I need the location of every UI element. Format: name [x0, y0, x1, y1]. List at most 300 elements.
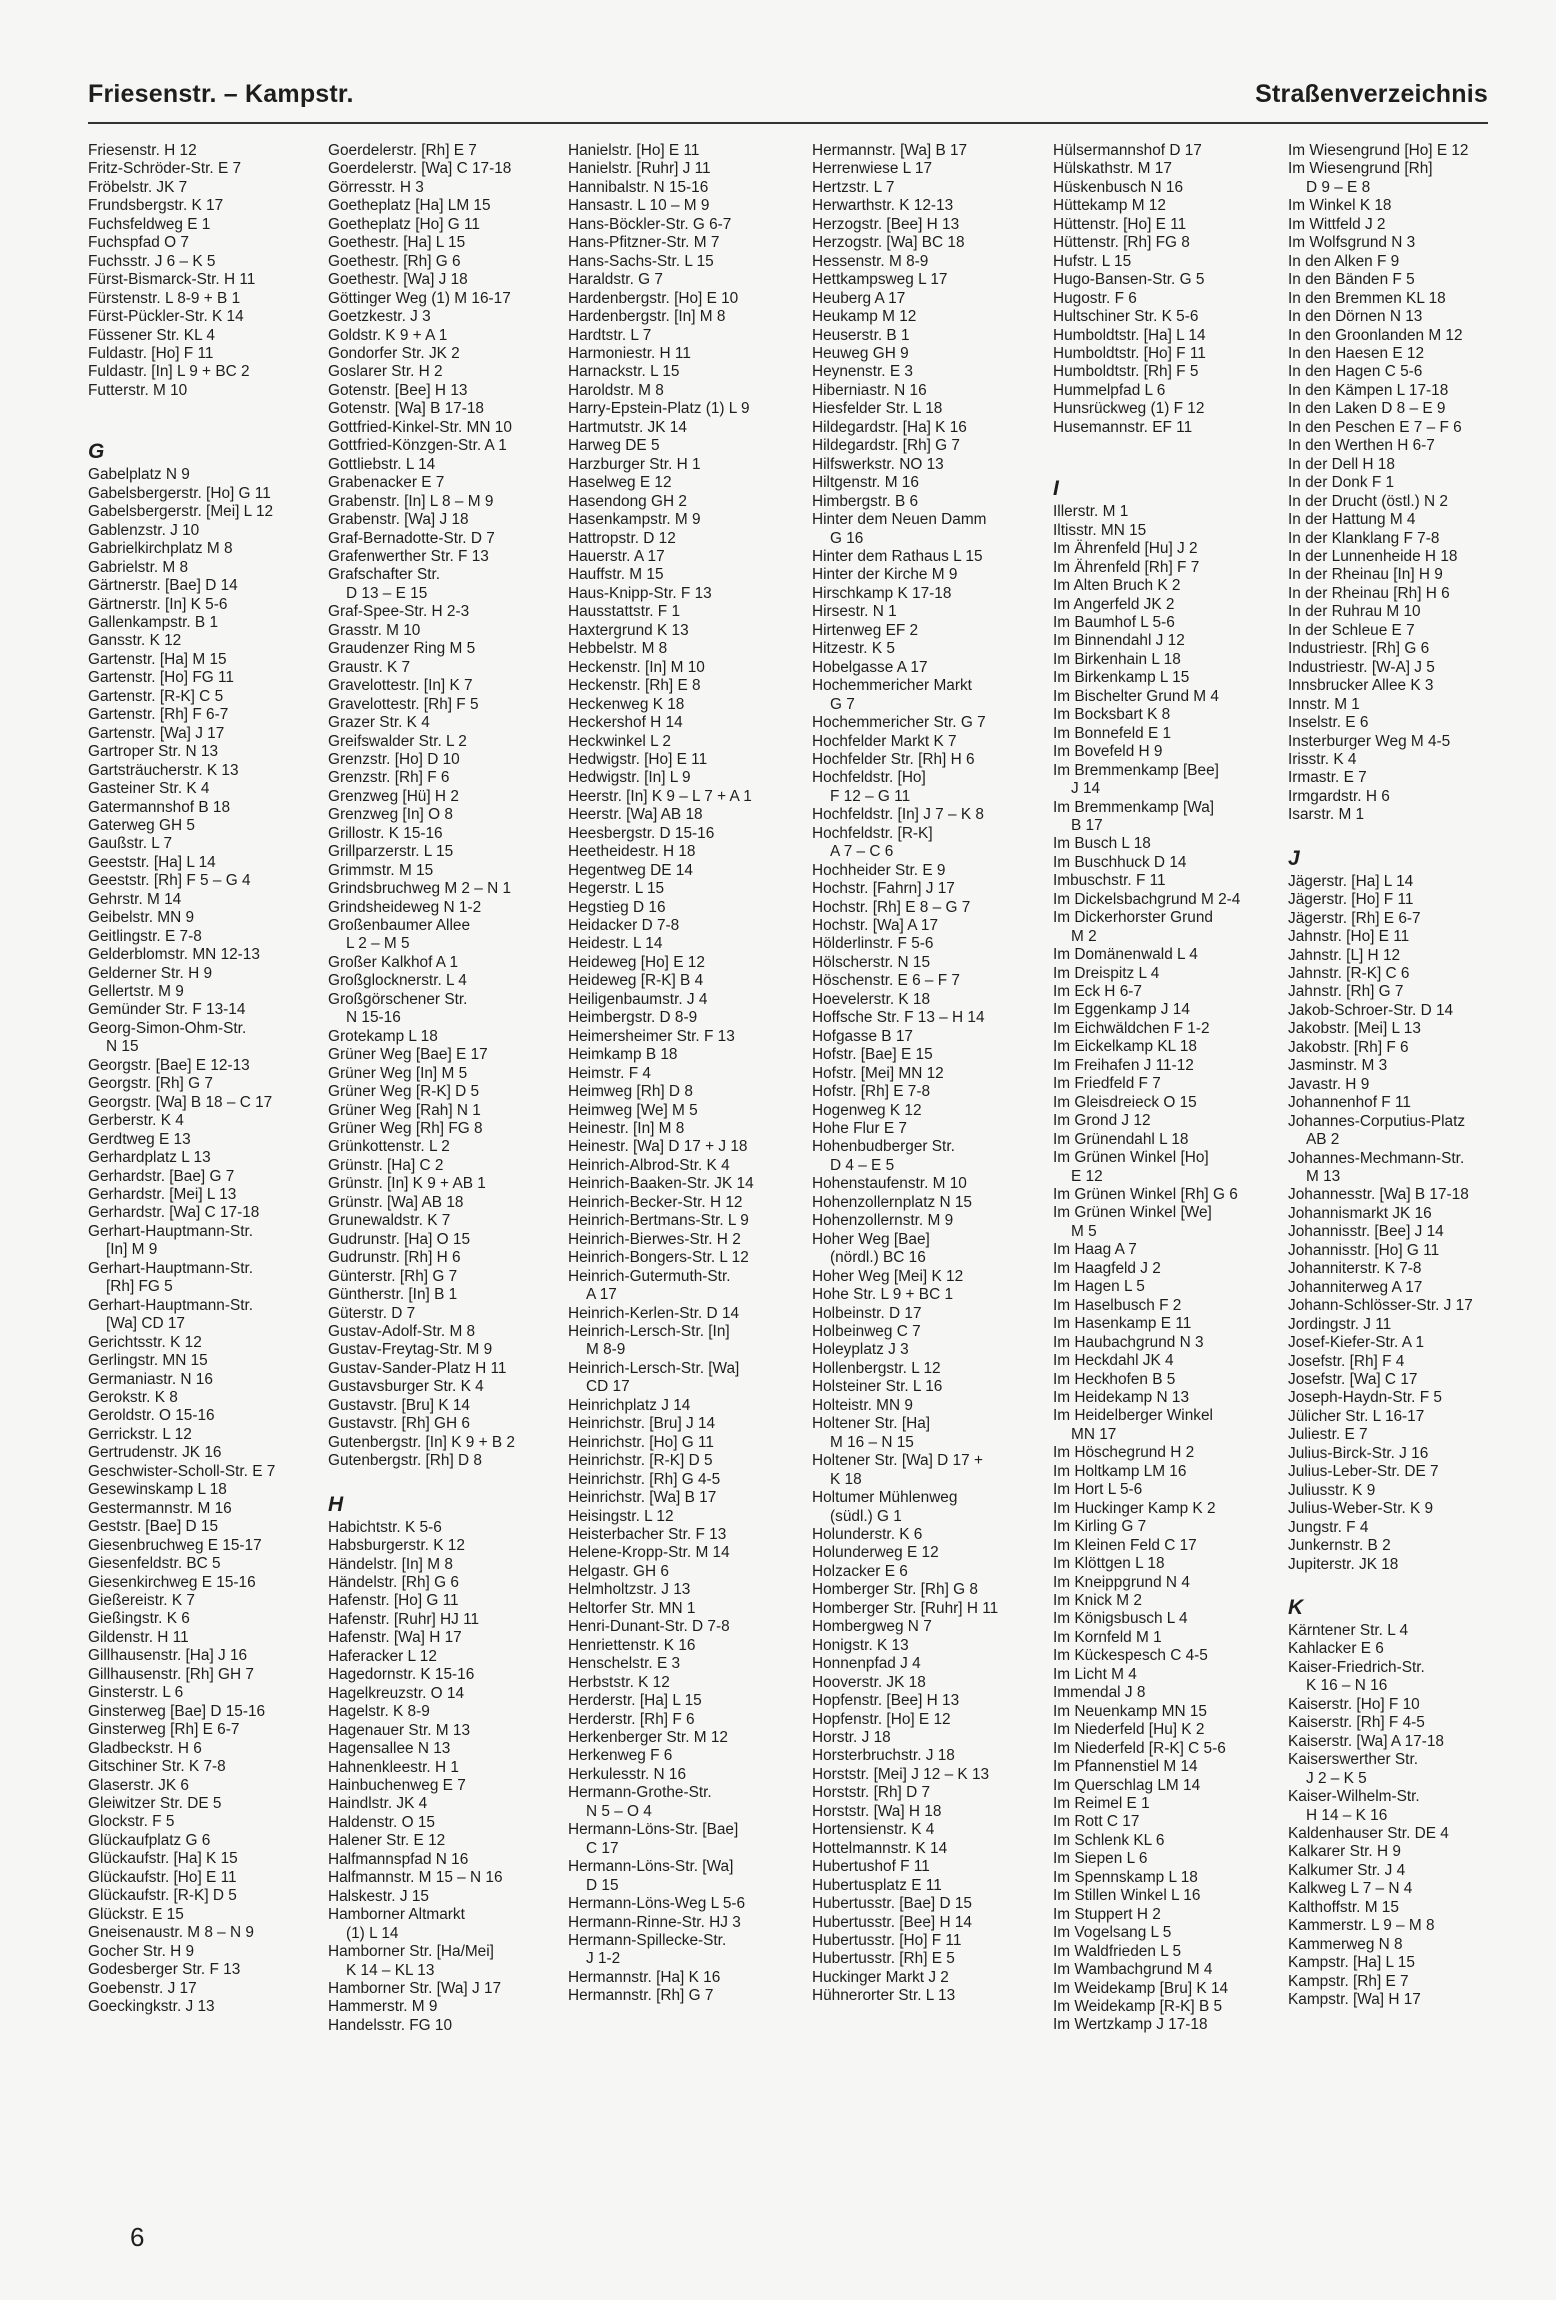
street-entry: Horsterbruchstr. J 18 [812, 1747, 955, 1765]
street-entry: Gartenstr. [Ho] FG 11 [88, 669, 234, 687]
street-entry-continuation: B 17 [1071, 816, 1103, 834]
street-entry: Heinrich-Kerlen-Str. D 14 [568, 1304, 740, 1322]
street-entry: Georg-Simon-Ohm-Str. [88, 1019, 247, 1037]
street-entry: Hunsrückweg (1) F 12 [1053, 400, 1205, 418]
street-entry: Goethestr. [Wa] J 18 [328, 271, 468, 289]
street-entry: Juliestr. E 7 [1288, 1426, 1368, 1444]
street-entry: Geststr. [Bae] D 15 [88, 1518, 219, 1536]
street-entry: Im Domänenwald L 4 [1053, 946, 1198, 964]
street-entry: Geeststr. [Rh] F 5 – G 4 [88, 872, 251, 890]
street-entry: Im Heckhofen B 5 [1053, 1370, 1176, 1388]
street-entry: Humboldtstr. [Ha] L 14 [1053, 326, 1206, 344]
street-entry: Jungstr. F 4 [1288, 1518, 1369, 1536]
street-entry: Im Wittfeld J 2 [1288, 215, 1386, 233]
street-entry: Herzogstr. [Bee] H 13 [812, 215, 960, 233]
street-entry: Goethestr. [Ha] L 15 [328, 234, 466, 252]
street-entry: Hauffstr. M 15 [568, 566, 664, 584]
street-entry: Innsbrucker Allee K 3 [1288, 677, 1434, 695]
index-column [1053, 142, 1289, 2232]
street-entry: Honnenpfad J 4 [812, 1655, 921, 1673]
street-entry: Heinestr. [Wa] D 17 + J 18 [568, 1138, 748, 1156]
street-entry: Hansastr. L 10 – M 9 [568, 197, 710, 215]
street-entry: Grüner Weg [In] M 5 [328, 1064, 468, 1082]
street-entry: Im Birkenhain L 18 [1053, 650, 1181, 668]
street-entry: Gotenstr. [Wa] B 17-18 [328, 400, 484, 418]
street-entry: Gustav-Adolf-Str. M 8 [328, 1323, 476, 1340]
street-entry: In der Ruhrau M 10 [1288, 603, 1421, 621]
street-entry: Herwarthstr. K 12-13 [812, 197, 954, 215]
street-entry: Im Siepen L 6 [1053, 1850, 1148, 1868]
street-entry: Gustav-Sander-Platz H 11 [328, 1359, 507, 1377]
street-entry: Heckenstr. [In] M 10 [568, 658, 705, 676]
street-entry: Hiesfelder Str. L 18 [812, 400, 943, 418]
street-entry: Im Birkenkamp L 15 [1053, 669, 1190, 687]
street-entry: Im Grünendahl L 18 [1053, 1130, 1189, 1148]
street-entry: In der Hattung M 4 [1288, 511, 1416, 529]
street-entry: Goebenstr. J 17 [88, 1979, 197, 1997]
street-entry-continuation: [In] M 9 [106, 1241, 158, 1259]
street-entry: Goetheplatz [Ho] G 11 [328, 215, 480, 233]
street-entry: In den Laken D 8 – E 9 [1288, 400, 1446, 418]
street-entry: In der Lunnenheide H 18 [1288, 547, 1458, 565]
street-entry: Hugostr. F 6 [1053, 289, 1137, 307]
street-entry: Heinrichstr. [R-K] D 5 [568, 1452, 713, 1470]
street-entry: Handelsstr. FG 10 [328, 2016, 453, 2034]
street-entry: Hafenstr. [Ruhr] HJ 11 [328, 1610, 480, 1628]
street-entry: Gustav-Freytag-Str. M 9 [328, 1341, 493, 1359]
street-entry: Im Grünen Winkel [We] [1053, 1204, 1212, 1222]
street-entry: Kammerweg N 8 [1288, 1935, 1403, 1953]
street-entry: Irmgardstr. H 6 [1288, 787, 1390, 805]
street-entry: Im Kirling G 7 [1053, 1518, 1147, 1536]
street-entry: Gellertstr. M 9 [88, 983, 184, 1001]
street-entry: Hardenbergstr. [Ho] E 10 [568, 289, 739, 307]
street-entry: Heideweg [R-K] B 4 [568, 972, 704, 990]
street-entry: Helmholtzstr. J 13 [568, 1581, 691, 1599]
street-entry: Heckenweg K 18 [568, 695, 685, 713]
street-entry: Holteistr. MN 9 [812, 1396, 913, 1414]
street-entry: Im Niederfeld [R-K] C 5-6 [1053, 1739, 1226, 1757]
street-entry: Im Pfannenstiel M 14 [1053, 1758, 1198, 1776]
street-entry: Gabelplatz N 9 [88, 466, 190, 484]
street-entry: Gerhart-Hauptmann-Str. [88, 1296, 254, 1314]
street-entry: Georgstr. [Bae] E 12-13 [88, 1056, 250, 1074]
street-entry: Hedwigstr. [Ho] E 11 [568, 750, 708, 768]
street-entry: In den Kämpen L 17-18 [1288, 381, 1449, 399]
street-entry: Hohenbudberger Str. [812, 1138, 955, 1156]
street-entry: In der Rheinau [In] H 9 [1288, 566, 1443, 584]
street-entry-continuation: K 18 [830, 1470, 862, 1488]
street-entry: Heuserstr. B 1 [812, 326, 910, 344]
street-entry: Gitschiner Str. K 7-8 [88, 1758, 226, 1776]
street-entry: Johannenhof F 11 [1288, 1094, 1411, 1112]
street-entry: Insterburger Weg M 4-5 [1288, 732, 1451, 750]
street-entry-continuation: G 7 [830, 695, 855, 713]
street-entry: Irisstr. K 4 [1288, 750, 1357, 768]
street-entry: Kampstr. [Ha] L 15 [1288, 1954, 1415, 1972]
street-entry: Gansstr. K 12 [88, 632, 182, 650]
street-entry: Heinrich-Lersch-Str. [In] [568, 1323, 730, 1340]
street-entry-continuation: (nördl.) BC 16 [830, 1249, 926, 1267]
street-entry: Im Weidekamp [R-K] B 5 [1053, 1997, 1223, 2015]
street-entry: Im Heckdahl JK 4 [1053, 1352, 1174, 1370]
street-entry: Heuberg A 17 [812, 289, 906, 307]
street-entry: Im Wertzkamp J 17-18 [1053, 2016, 1208, 2034]
section-letter: I [1053, 477, 1059, 501]
street-entry: Haus-Knipp-Str. F 13 [568, 584, 712, 602]
street-entry: Gabrielstr. M 8 [88, 558, 189, 576]
street-entry: Grenzweg [In] O 8 [328, 806, 453, 824]
street-entry: Herrenwiese L 17 [812, 160, 933, 178]
street-entry: Hermann-Löns-Str. [Wa] [568, 1858, 734, 1876]
street-entry: Fuchsstr. J 6 – K 5 [88, 252, 216, 270]
street-entry: Halener Str. E 12 [328, 1832, 446, 1850]
street-entry: Kaiserstr. [Ho] F 10 [1288, 1695, 1420, 1713]
street-entry: Im Wolfsgrund N 3 [1288, 234, 1416, 252]
street-entry: Henri-Dunant-Str. D 7-8 [568, 1618, 730, 1636]
street-entry-continuation: L 2 – M 5 [346, 935, 410, 953]
street-entry: Germaniastr. N 16 [88, 1370, 213, 1388]
street-entry: Im Niederfeld [Hu] K 2 [1053, 1721, 1205, 1739]
street-entry: Im Eggenkamp J 14 [1053, 1001, 1190, 1019]
street-entry: Im Wiesengrund [Ho] E 12 [1288, 142, 1469, 159]
street-entry: Im Baumhof L 5-6 [1053, 613, 1175, 631]
street-entry: Grillostr. K 15-16 [328, 824, 443, 842]
street-entry: Grotekamp L 18 [328, 1027, 438, 1045]
street-entry: Haselweg E 12 [568, 474, 672, 492]
street-entry: Kalkumer Str. J 4 [1288, 1861, 1406, 1879]
street-entry: Gneisenaustr. M 8 – N 9 [88, 1924, 254, 1942]
street-entry: Hombergweg N 7 [812, 1618, 932, 1636]
street-entry: Im Bremmenkamp [Bee] [1053, 761, 1219, 779]
street-entry: Hasenkampstr. M 9 [568, 511, 701, 529]
street-entry: Hermann-Rinne-Str. HJ 3 [568, 1913, 741, 1931]
street-entry: Grüner Weg [R-K] D 5 [328, 1083, 480, 1101]
street-entry: Johann-Schlösser-Str. J 17 [1288, 1297, 1473, 1315]
street-entry: Giesenbruchweg E 15-17 [88, 1536, 262, 1554]
street-entry: Gartenstr. [Wa] J 17 [88, 724, 225, 742]
street-entry: Heimersheimer Str. F 13 [568, 1027, 735, 1045]
street-entry-continuation: E 12 [1071, 1167, 1103, 1185]
street-entry: Kahlacker E 6 [1288, 1640, 1384, 1658]
street-entry: Heideweg [Ho] E 12 [568, 953, 705, 971]
street-entry-continuation: K 14 – KL 13 [346, 1961, 435, 1979]
street-entry: Ginsterweg [Rh] E 6-7 [88, 1721, 240, 1739]
street-entry: Holzacker E 6 [812, 1562, 908, 1580]
street-entry: Hofgasse B 17 [812, 1027, 913, 1045]
street-entry: Hans-Sachs-Str. L 15 [568, 252, 714, 270]
street-entry: Jahnstr. [Ho] E 11 [1288, 928, 1410, 946]
street-entry-continuation: J 2 – K 5 [1306, 1769, 1367, 1787]
street-entry: Heimstr. F 4 [568, 1064, 651, 1082]
street-entry: Johannes-Corputius-Platz [1288, 1112, 1466, 1130]
street-entry: In den Bremmen KL 18 [1288, 289, 1446, 307]
street-entry: Im Vogelsang L 5 [1053, 1924, 1172, 1942]
street-entry: Im Stillen Winkel L 16 [1053, 1887, 1201, 1905]
street-entry: Im Hagen L 5 [1053, 1278, 1145, 1296]
street-entry: Jordingstr. J 11 [1288, 1315, 1392, 1333]
street-entry-continuation: D 4 – E 5 [830, 1156, 895, 1174]
street-entry: Gustavstr. [Bru] K 14 [328, 1396, 470, 1414]
street-entry: Händelstr. [Rh] G 6 [328, 1573, 459, 1591]
street-entry: Jupiterstr. JK 18 [1288, 1555, 1399, 1573]
street-entry: Im Neuenkamp MN 15 [1053, 1702, 1207, 1720]
street-entry-continuation: D 9 – E 8 [1306, 178, 1371, 196]
street-entry: Kaiser-Friedrich-Str. [1288, 1658, 1425, 1676]
street-entry: In den Bänden F 5 [1288, 271, 1415, 289]
street-entry: Großgörschener Str. [328, 990, 468, 1008]
section-letter: K [1288, 1595, 1304, 1619]
street-entry: Honigstr. K 13 [812, 1636, 909, 1654]
street-entry: Heimweg [We] M 5 [568, 1101, 698, 1119]
street-entry: Herkenweg F 6 [568, 1747, 673, 1765]
street-entry: Hamborner Str. [Wa] J 17 [328, 1979, 502, 1997]
street-entry: Glückstr. E 15 [88, 1905, 184, 1923]
street-entry-continuation: M 16 – N 15 [830, 1433, 914, 1451]
street-entry: Haroldstr. M 8 [568, 381, 664, 399]
street-entry: Glückaufstr. [Ha] K 15 [88, 1850, 238, 1868]
street-entry: Ginsterweg [Bae] D 15-16 [88, 1702, 266, 1720]
spacer [1288, 825, 1508, 843]
street-entry-continuation: D 15 [586, 1876, 619, 1894]
street-entry: Im Binnendahl J 12 [1053, 632, 1185, 650]
street-entry: Hildegardstr. [Ha] K 16 [812, 418, 967, 436]
street-entry: Hauerstr. A 17 [568, 547, 665, 565]
street-entry: Heinrich-Becker-Str. H 12 [568, 1193, 743, 1211]
street-entry: Haindlstr. JK 4 [328, 1795, 428, 1813]
street-entry: Halskestr. J 15 [328, 1887, 429, 1905]
street-entry: Holbeinstr. D 17 [812, 1304, 922, 1322]
street-entry: Goetzkestr. J 3 [328, 308, 431, 326]
street-entry: Goerdelerstr. [Rh] E 7 [328, 142, 477, 159]
street-entry: Gabelsbergerstr. [Ho] G 11 [88, 484, 271, 502]
street-entry: Fuldastr. [In] L 9 + BC 2 [88, 363, 250, 381]
street-entry: Gerberstr. K 4 [88, 1112, 184, 1130]
street-entry: Hardenbergstr. [In] M 8 [568, 308, 726, 326]
street-entry: Gleiwitzer Str. DE 5 [88, 1794, 222, 1812]
street-entry: Hinter dem Rathaus L 15 [812, 547, 983, 565]
street-entry: Im Waldfrieden L 5 [1053, 1942, 1182, 1960]
street-entry: Hufstr. L 15 [1053, 252, 1132, 270]
street-entry: Giesenkirchweg E 15-16 [88, 1573, 256, 1591]
street-entry: Im Ährenfeld [Rh] F 7 [1053, 558, 1200, 576]
street-entry: Hölderlinstr. F 5-6 [812, 935, 934, 953]
street-entry: Gelderblomstr. MN 12-13 [88, 946, 260, 964]
page-header [88, 78, 1488, 124]
street-entry: Gutenbergstr. [Rh] D 8 [328, 1452, 482, 1470]
street-entry: Hagelstr. K 8-9 [328, 1703, 430, 1721]
street-entry: Johannesstr. [Wa] B 17-18 [1288, 1186, 1469, 1204]
section-letter: H [328, 1492, 344, 1516]
street-entry: Gasteiner Str. K 4 [88, 780, 210, 798]
street-entry: Fürst-Pückler-Str. K 14 [88, 308, 244, 326]
street-entry: Inselstr. E 6 [1288, 714, 1369, 732]
street-entry: Hohenzollernstr. M 9 [812, 1212, 954, 1230]
street-entry: In der Schleue E 7 [1288, 621, 1415, 639]
street-entry: In den Peschen E 7 – F 6 [1288, 418, 1462, 436]
street-entry: Henschelstr. E 3 [568, 1655, 681, 1673]
street-entry: Händelstr. [In] M 8 [328, 1555, 453, 1573]
street-entry: Im Angerfeld JK 2 [1053, 595, 1175, 613]
street-entry: Im Stuppert H 2 [1053, 1905, 1161, 1923]
street-entry: Im Haagfeld J 2 [1053, 1259, 1161, 1277]
street-entry-continuation: [Wa] CD 17 [106, 1315, 185, 1333]
street-entry: Gerokstr. K 8 [88, 1389, 178, 1406]
street-entry: Heidestr. L 14 [568, 935, 663, 953]
street-entry: Geroldstr. O 15-16 [88, 1407, 215, 1425]
street-entry: Hofstr. [Rh] E 7-8 [812, 1083, 931, 1101]
street-entry: Großenbaumer Allee [328, 917, 471, 935]
street-entry: Holunderweg E 12 [812, 1544, 939, 1562]
street-entry: Johannisstr. [Bee] J 14 [1288, 1223, 1444, 1241]
street-entry: Heinrich-Gutermuth-Str. [568, 1267, 731, 1285]
street-entry: Hafenstr. [Ho] G 11 [328, 1592, 459, 1610]
street-entry: Fuchsfeldweg E 1 [88, 215, 211, 233]
street-entry: Im Rott C 17 [1053, 1813, 1140, 1831]
street-entry-continuation: AB 2 [1306, 1131, 1340, 1149]
street-entry: Im Königsbusch L 4 [1053, 1610, 1188, 1628]
street-entry: Haxtergrund K 13 [568, 621, 689, 639]
street-entry: Gaterweg GH 5 [88, 816, 195, 834]
street-entry: In den Alken F 9 [1288, 252, 1400, 270]
street-entry: Im Dreispitz L 4 [1053, 964, 1160, 982]
street-entry: Grunewaldstr. K 7 [328, 1212, 451, 1230]
street-entry: Hölscherstr. N 15 [812, 953, 931, 971]
street-entry: Hopfenstr. [Bee] H 13 [812, 1692, 960, 1710]
street-entry: Im Bischelter Grund M 4 [1053, 687, 1219, 705]
street-entry: Im Schlenk KL 6 [1053, 1831, 1165, 1849]
section-letter: J [1288, 846, 1300, 870]
street-entry: Heidacker D 7-8 [568, 917, 680, 935]
street-entry: Javastr. H 9 [1288, 1075, 1370, 1093]
street-entry: Hubertusplatz E 11 [812, 1876, 942, 1894]
street-entry: Hultschiner Str. K 5-6 [1053, 308, 1199, 326]
street-entry: Graf-Bernadotte-Str. D 7 [328, 529, 495, 547]
street-entry-continuation: M 5 [1071, 1222, 1097, 1240]
street-entry: Geitlingstr. E 7-8 [88, 927, 202, 945]
street-entry: Hardtstr. L 7 [568, 326, 652, 344]
street-entry: Gartroper Str. N 13 [88, 743, 219, 761]
street-entry: Huckinger Markt J 2 [812, 1968, 949, 1986]
street-entry: Goerdelerstr. [Wa] C 17-18 [328, 160, 512, 178]
street-entry: Kampstr. [Wa] H 17 [1288, 1991, 1421, 2009]
street-entry: Hannibalstr. N 15-16 [568, 178, 709, 196]
street-entry: Gehrstr. M 14 [88, 890, 182, 908]
street-entry: Im Haubachgrund N 3 [1053, 1333, 1204, 1351]
street-entry: Isarstr. M 1 [1288, 806, 1365, 824]
street-entry-continuation: J 14 [1071, 780, 1101, 798]
street-entry: Kaiserstr. [Wa] A 17-18 [1288, 1732, 1444, 1750]
street-entry: Innstr. M 1 [1288, 695, 1360, 713]
street-entry: Grimmstr. M 15 [328, 861, 434, 879]
street-entry: Horststr. [Mei] J 12 – K 13 [812, 1765, 990, 1783]
street-entry: Horststr. [Rh] D 7 [812, 1784, 931, 1802]
street-entry-continuation: C 17 [586, 1839, 619, 1857]
street-entry-continuation: M 2 [1071, 927, 1097, 945]
street-entry: Grünkottenstr. L 2 [328, 1138, 450, 1156]
street-entry: Gelderner Str. H 9 [88, 964, 213, 982]
street-entry: Hafenstr. [Wa] H 17 [328, 1629, 462, 1647]
street-entry: Gabelsbergerstr. [Mei] L 12 [88, 503, 274, 521]
street-entry: Jahnstr. [Rh] G 7 [1288, 983, 1404, 1001]
street-entry: Homberger Str. [Ruhr] H 11 [812, 1599, 999, 1617]
street-entry: Hegerstr. L 15 [568, 880, 665, 898]
street-entry: Im Bocksbart K 8 [1053, 706, 1171, 724]
street-entry: Hinter dem Neuen Damm [812, 511, 987, 529]
street-entry: Hainbuchenweg E 7 [328, 1776, 466, 1794]
street-entry-continuation: A 7 – C 6 [830, 843, 894, 861]
street-entry: Im Eickelkamp KL 18 [1053, 1038, 1197, 1056]
street-entry: Herkulesstr. N 16 [568, 1765, 687, 1783]
street-entry: Hermann-Spillecke-Str. [568, 1931, 727, 1949]
street-entry: Kaiser-Wilhelm-Str. [1288, 1788, 1420, 1806]
street-entry: Geibelstr. MN 9 [88, 909, 195, 927]
street-entry: Gaußstr. L 7 [88, 835, 173, 853]
street-entry: Hilfswerkstr. NO 13 [812, 455, 944, 473]
street-entry: Jasminstr. M 3 [1288, 1057, 1388, 1075]
page-number: 6 [130, 2222, 145, 2252]
street-entry: Heckershof H 14 [568, 714, 683, 732]
street-entry: Im Kornfeld M 1 [1053, 1628, 1162, 1646]
street-entry: Glückaufstr. [Ho] E 11 [88, 1868, 237, 1886]
street-entry: Höschenstr. E 6 – F 7 [812, 972, 960, 990]
street-entry: Hiberniastr. N 16 [812, 381, 927, 399]
street-entry-continuation: J 1-2 [586, 1950, 621, 1968]
street-entry: Hohenzollernplatz N 15 [812, 1193, 972, 1211]
street-entry: Grasstr. M 10 [328, 621, 421, 639]
street-entry: Gladbeckstr. H 6 [88, 1739, 202, 1757]
street-entry: Heerstr. [In] K 9 – L 7 + A 1 [568, 787, 752, 805]
street-entry: Gerhardstr. [Bae] G 7 [88, 1167, 235, 1185]
street-entry: Hoevelerstr. K 18 [812, 990, 931, 1008]
running-head-range: Friesenstr. – Kampstr. [88, 80, 354, 108]
street-entry: Hugo-Bansen-Str. G 5 [1053, 271, 1205, 289]
street-entry: Grindsbruchweg M 2 – N 1 [328, 880, 512, 898]
street-entry: Heinrichstr. [Bru] J 14 [568, 1415, 716, 1433]
street-entry: Johannisstr. [Ho] G 11 [1288, 1241, 1440, 1259]
street-entry: Im Dickelsbachgrund M 2-4 [1053, 890, 1241, 908]
street-entry: Holbeinweg C 7 [812, 1323, 921, 1340]
street-entry: Julius-Birck-Str. J 16 [1288, 1444, 1429, 1462]
street-entry: Glockstr. F 5 [88, 1813, 175, 1831]
street-entry: Joseph-Haydn-Str. F 5 [1288, 1389, 1442, 1407]
street-entry: Grüner Weg [Rah] N 1 [328, 1101, 481, 1119]
street-entry: Heiligenbaumstr. J 4 [568, 990, 708, 1008]
street-entry: Hochfelder Markt K 7 [812, 732, 957, 750]
street-entry: Hüttenstr. [Rh] FG 8 [1053, 234, 1190, 252]
street-entry: Gravelottestr. [Rh] F 5 [328, 695, 479, 713]
street-entry: Hermann-Löns-Str. [Bae] [568, 1821, 739, 1839]
street-entry: Futterstr. M 10 [88, 381, 188, 399]
street-entry: In der Klanklang F 7-8 [1288, 529, 1440, 547]
street-entry: Im Spennskamp L 18 [1053, 1868, 1198, 1886]
street-entry: Hüskenbusch N 16 [1053, 178, 1184, 196]
street-entry: Goldstr. K 9 + A 1 [328, 326, 448, 344]
street-entry: Humboldtstr. [Rh] F 5 [1053, 363, 1199, 381]
street-entry: Helene-Kropp-Str. M 14 [568, 1544, 730, 1562]
street-entry: Heimbergstr. D 8-9 [568, 1009, 698, 1027]
street-entry: Hegentweg DE 14 [568, 861, 693, 879]
street-entry: Heynenstr. E 3 [812, 363, 913, 381]
street-entry: Im Kleinen Feld C 17 [1053, 1536, 1197, 1554]
street-entry: Kampstr. [Rh] E 7 [1288, 1972, 1409, 1990]
street-entry: Hermannstr. [Rh] G 7 [568, 1987, 714, 2005]
street-entry: Großer Kalkhof A 1 [328, 953, 459, 971]
street-entry: Immendal J 8 [1053, 1684, 1146, 1702]
street-entry: Hottelmannstr. K 14 [812, 1839, 948, 1857]
street-entry: Homberger Str. [Rh] G 8 [812, 1581, 978, 1599]
street-entry: Im Friedfeld F 7 [1053, 1075, 1161, 1093]
